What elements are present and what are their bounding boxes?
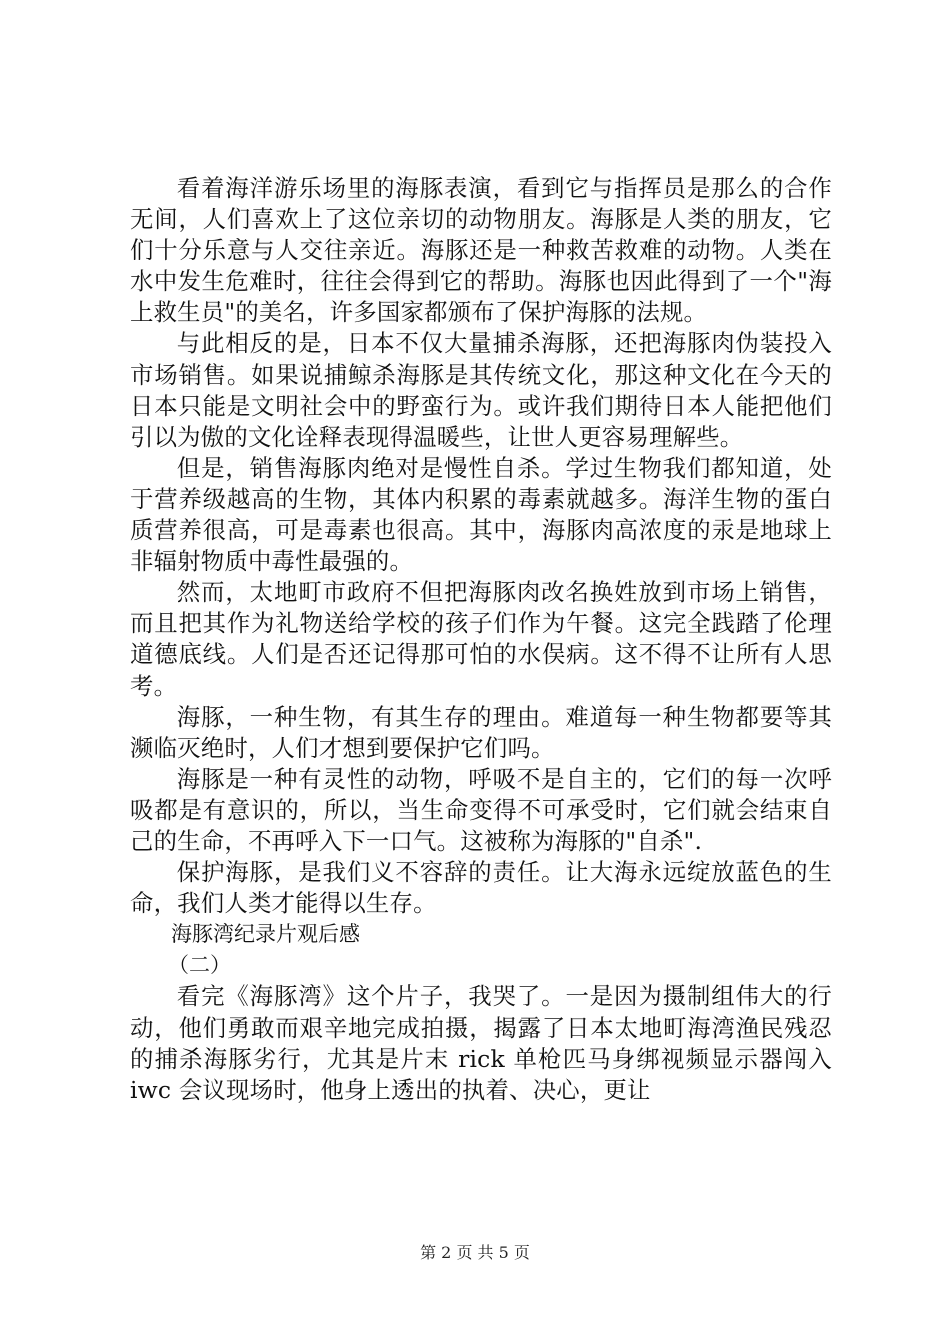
- section-heading: 海豚湾纪录片观后感: [171, 922, 360, 947]
- paragraph-8: 看完《海豚湾》这个片子，我哭了。一是因为摄制组伟大的行动，他们勇敢而艰辛地完成拍摄，揭露了日本太地町海湾渔民残忍的捕杀海豚劣行，尤其是片末 rick 单枪匹马身绑视频显示器闯入 iwc 会议现场时，他身上透出的执着、决心，更让: [130, 982, 832, 1104]
- paragraph-2: 与此相反的是，日本不仅大量捕杀海豚，还把海豚肉伪装投入市场销售。如果说捕鲸杀海豚是其传统文化，那这种文化在今天的日本只能是文明社会中的野蛮行为。或许我们期待日本人能把他们引以为傲的文化诠释表现得温暖些，让世人更容易理解些。: [130, 329, 832, 451]
- paragraph-5: 海豚，一种生物，有其生存的理由。难道每一种生物都要等其濒临灭绝时，人们才想到要保护它们吗。: [130, 702, 832, 762]
- paragraph-1: 看着海洋游乐场里的海豚表演，看到它与指挥员是那么的合作无间，人们喜欢上了这位亲切的动物朋友。海豚是人类的朋友，它们十分乐意与人交往亲近。海豚还是一种救苦救难的动物。人类在水中发生危难时，往往会得到它的帮助。海豚也因此得到了一个"海上救生员"的美名，许多国家都颁布了保护海豚的法规。: [130, 174, 832, 327]
- section-number: （二）: [168, 953, 231, 978]
- paragraph-4: 然而，太地町市政府不但把海豚肉改名换姓放到市场上销售，而且把其作为礼物送给学校的孩子们作为午餐。这完全践踏了伦理道德底线。人们是否还记得那可怕的水俣病。这不得不让所有人思考。: [130, 578, 832, 700]
- page-footer: 第 2 页 共 5 页: [420, 1243, 530, 1262]
- paragraph-3: 但是，销售海豚肉绝对是慢性自杀。学过生物我们都知道，处于营养级越高的生物，其体内积累的毒素就越多。海洋生物的蛋白质营养很高，可是毒素也很高。其中，海豚肉高浓度的汞是地球上非辐射物质中毒性最强的。: [130, 453, 832, 576]
- paragraph-6: 海豚是一种有灵性的动物，呼吸不是自主的，它们的每一次呼吸都是有意识的，所以，当生命变得不可承受时，它们就会结束自己的生命，不再呼入下一口气。这被称为海豚的"自杀".: [130, 764, 832, 855]
- paragraph-7: 保护海豚，是我们义不容辞的责任。让大海永远绽放蓝色的生命，我们人类才能得以生存。: [130, 858, 832, 918]
- document-body: [130, 173, 832, 1106]
